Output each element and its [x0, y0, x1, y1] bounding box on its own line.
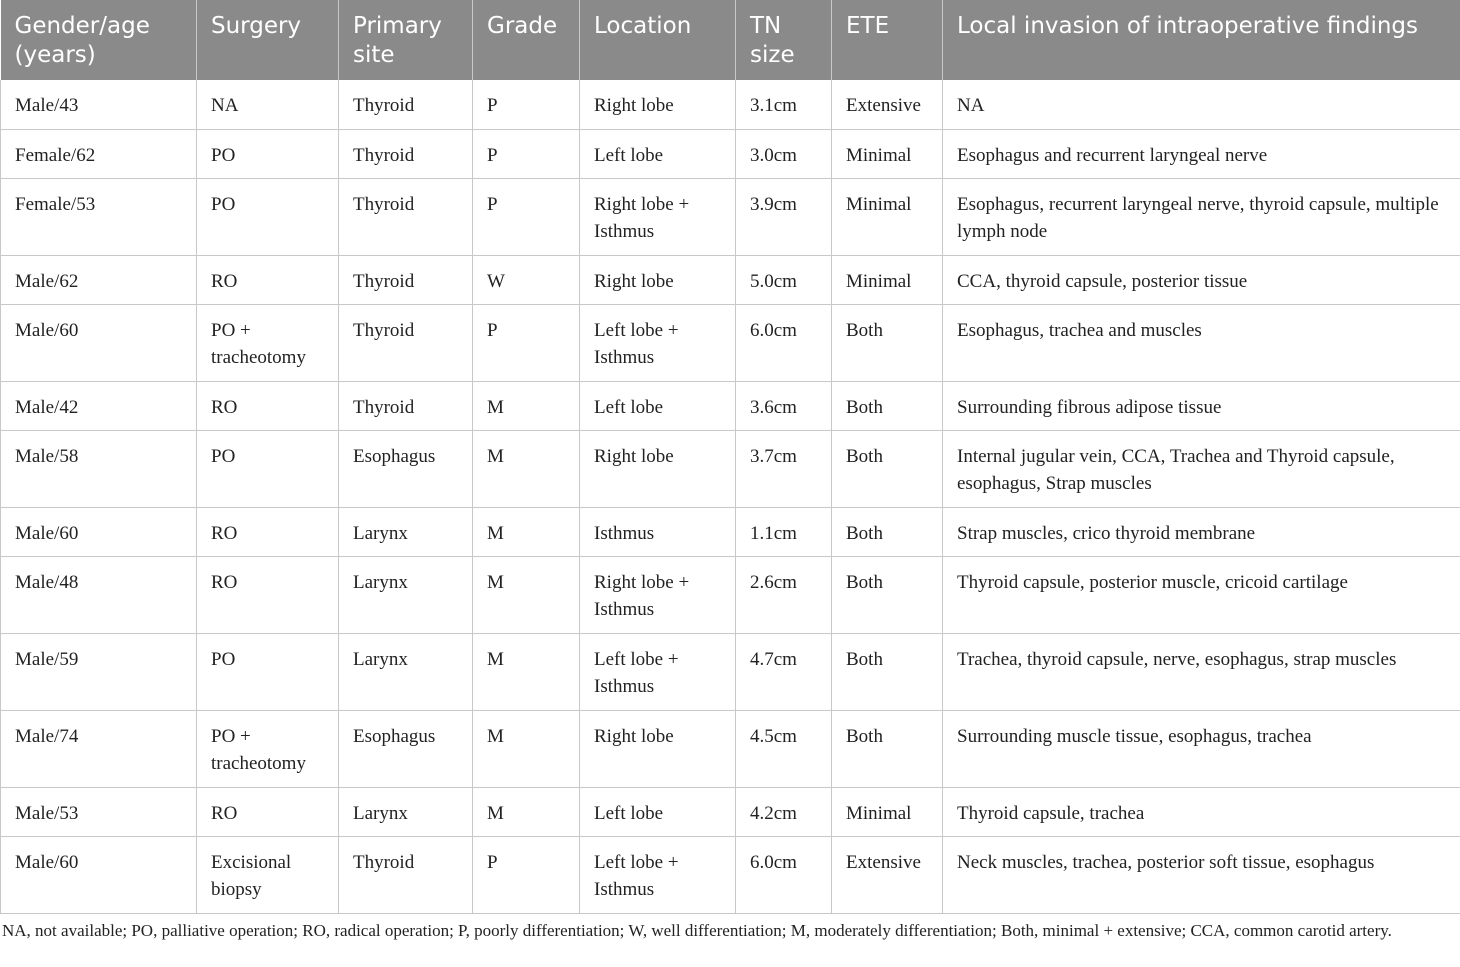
- header-tn-size: TN size: [736, 0, 832, 80]
- cell-gender-age: Female/53: [1, 178, 197, 255]
- table-row: [1, 710, 1460, 787]
- cell-ete: Extensive: [832, 80, 943, 129]
- table-row: [1, 430, 1460, 507]
- table-row: [1, 556, 1460, 633]
- cell-ete: Both: [832, 710, 943, 787]
- cell-grade: M: [473, 633, 580, 710]
- cell-grade: P: [473, 129, 580, 178]
- cell-ete: Extensive: [832, 836, 943, 913]
- cell-tn-size: 3.7cm: [736, 430, 832, 507]
- cell-local-invasion: CCA, thyroid capsule, posterior tissue: [943, 255, 1460, 304]
- cell-local-invasion: Internal jugular vein, CCA, Trachea and Thyroid capsule, esophagus, Strap muscles: [943, 430, 1460, 507]
- cell-gender-age: Male/74: [1, 710, 197, 787]
- table-row: [1, 178, 1460, 255]
- cell-surgery: RO: [197, 787, 339, 836]
- cell-tn-size: 4.5cm: [736, 710, 832, 787]
- cell-surgery: PO + tracheotomy: [197, 710, 339, 787]
- cell-location: Left lobe + Isthmus: [580, 836, 736, 913]
- cell-primary-site: Larynx: [339, 556, 473, 633]
- table-row: [1, 787, 1460, 836]
- cell-primary-site: Esophagus: [339, 430, 473, 507]
- cell-ete: Both: [832, 430, 943, 507]
- cell-tn-size: 6.0cm: [736, 836, 832, 913]
- cell-local-invasion: Trachea, thyroid capsule, nerve, esophagus, strap muscles: [943, 633, 1460, 710]
- cell-surgery: RO: [197, 381, 339, 430]
- cell-surgery: PO: [197, 633, 339, 710]
- cell-surgery: NA: [197, 80, 339, 129]
- cell-gender-age: Male/62: [1, 255, 197, 304]
- cell-location: Right lobe + Isthmus: [580, 556, 736, 633]
- cell-tn-size: 3.1cm: [736, 80, 832, 129]
- cell-grade: M: [473, 430, 580, 507]
- cell-location: Isthmus: [580, 507, 736, 556]
- cell-local-invasion: Thyroid capsule, posterior muscle, cricoid cartilage: [943, 556, 1460, 633]
- cell-surgery: RO: [197, 255, 339, 304]
- cell-ete: Minimal: [832, 255, 943, 304]
- cell-local-invasion: Neck muscles, trachea, posterior soft tissue, esophagus: [943, 836, 1460, 913]
- cell-primary-site: Larynx: [339, 787, 473, 836]
- cell-surgery: Excisional biopsy: [197, 836, 339, 913]
- cell-surgery: PO + tracheotomy: [197, 304, 339, 381]
- header-local-invasion: Local invasion of intraoperative findings: [943, 0, 1460, 80]
- cell-ete: Both: [832, 507, 943, 556]
- cell-grade: M: [473, 710, 580, 787]
- cell-gender-age: Male/53: [1, 787, 197, 836]
- cell-ete: Both: [832, 381, 943, 430]
- cell-surgery: RO: [197, 507, 339, 556]
- cell-gender-age: Male/60: [1, 507, 197, 556]
- header-primary-site: Primary site: [339, 0, 473, 80]
- cell-local-invasion: NA: [943, 80, 1460, 129]
- table-row: [1, 507, 1460, 556]
- cell-local-invasion: Surrounding fibrous adipose tissue: [943, 381, 1460, 430]
- cell-gender-age: Male/42: [1, 381, 197, 430]
- cell-location: Right lobe: [580, 255, 736, 304]
- cell-grade: P: [473, 178, 580, 255]
- cell-location: Right lobe: [580, 80, 736, 129]
- cell-primary-site: Thyroid: [339, 178, 473, 255]
- cell-tn-size: 3.9cm: [736, 178, 832, 255]
- cell-tn-size: 2.6cm: [736, 556, 832, 633]
- table-header: [1, 0, 1460, 80]
- cell-tn-size: 3.0cm: [736, 129, 832, 178]
- cell-grade: M: [473, 787, 580, 836]
- table-row: [1, 129, 1460, 178]
- cell-gender-age: Female/62: [1, 129, 197, 178]
- cell-location: Right lobe + Isthmus: [580, 178, 736, 255]
- cell-grade: M: [473, 381, 580, 430]
- cell-ete: Minimal: [832, 178, 943, 255]
- header-gender-age: Gender/age (years): [1, 0, 197, 80]
- cell-tn-size: 6.0cm: [736, 304, 832, 381]
- cell-grade: W: [473, 255, 580, 304]
- cell-grade: M: [473, 556, 580, 633]
- cell-primary-site: Thyroid: [339, 836, 473, 913]
- cell-gender-age: Male/58: [1, 430, 197, 507]
- cell-primary-site: Thyroid: [339, 381, 473, 430]
- table-footnote: NA, not available; PO, palliative operation; RO, radical operation; P, poorly differentiation; W, well differentiation; M, moderately differentiation; Both, minimal + extensive; CCA, common carotid artery.: [2, 921, 1392, 940]
- cell-tn-size: 4.7cm: [736, 633, 832, 710]
- cell-gender-age: Male/60: [1, 836, 197, 913]
- cell-location: Left lobe + Isthmus: [580, 304, 736, 381]
- cell-primary-site: Thyroid: [339, 129, 473, 178]
- table-row: [1, 304, 1460, 381]
- table-body: [1, 80, 1460, 913]
- cell-location: Left lobe: [580, 787, 736, 836]
- cell-tn-size: 3.6cm: [736, 381, 832, 430]
- header-surgery: Surgery: [197, 0, 339, 80]
- cell-gender-age: Male/43: [1, 80, 197, 129]
- cell-gender-age: Male/60: [1, 304, 197, 381]
- cell-tn-size: 4.2cm: [736, 787, 832, 836]
- cell-location: Left lobe + Isthmus: [580, 633, 736, 710]
- table-row: [1, 381, 1460, 430]
- cell-location: Right lobe: [580, 710, 736, 787]
- cell-primary-site: Thyroid: [339, 80, 473, 129]
- cell-grade: P: [473, 836, 580, 913]
- cell-tn-size: 5.0cm: [736, 255, 832, 304]
- cell-primary-site: Larynx: [339, 507, 473, 556]
- cell-primary-site: Thyroid: [339, 255, 473, 304]
- cell-grade: P: [473, 80, 580, 129]
- cell-primary-site: Thyroid: [339, 304, 473, 381]
- cell-tn-size: 1.1cm: [736, 507, 832, 556]
- table-row: [1, 836, 1460, 913]
- cell-location: Right lobe: [580, 430, 736, 507]
- table-row: [1, 633, 1460, 710]
- cell-surgery: PO: [197, 430, 339, 507]
- cell-grade: P: [473, 304, 580, 381]
- cell-gender-age: Male/48: [1, 556, 197, 633]
- cell-grade: M: [473, 507, 580, 556]
- cell-ete: Minimal: [832, 129, 943, 178]
- header-row: [1, 0, 1460, 80]
- cell-local-invasion: Esophagus, trachea and muscles: [943, 304, 1460, 381]
- cell-local-invasion: Esophagus, recurrent laryngeal nerve, thyroid capsule, multiple lymph node: [943, 178, 1460, 255]
- header-location: Location: [580, 0, 736, 80]
- cell-ete: Both: [832, 304, 943, 381]
- cell-primary-site: Esophagus: [339, 710, 473, 787]
- cell-local-invasion: Strap muscles, crico thyroid membrane: [943, 507, 1460, 556]
- cell-location: Left lobe: [580, 129, 736, 178]
- cell-surgery: RO: [197, 556, 339, 633]
- cell-surgery: PO: [197, 178, 339, 255]
- cell-ete: Both: [832, 556, 943, 633]
- cell-location: Left lobe: [580, 381, 736, 430]
- cell-local-invasion: Esophagus and recurrent laryngeal nerve: [943, 129, 1460, 178]
- cell-ete: Both: [832, 633, 943, 710]
- cell-gender-age: Male/59: [1, 633, 197, 710]
- table-row: [1, 255, 1460, 304]
- cell-primary-site: Larynx: [339, 633, 473, 710]
- header-grade: Grade: [473, 0, 580, 80]
- cell-local-invasion: Surrounding muscle tissue, esophagus, trachea: [943, 710, 1460, 787]
- cell-local-invasion: Thyroid capsule, trachea: [943, 787, 1460, 836]
- header-ete: ETE: [832, 0, 943, 80]
- cell-ete: Minimal: [832, 787, 943, 836]
- cell-surgery: PO: [197, 129, 339, 178]
- table-row: [1, 80, 1460, 129]
